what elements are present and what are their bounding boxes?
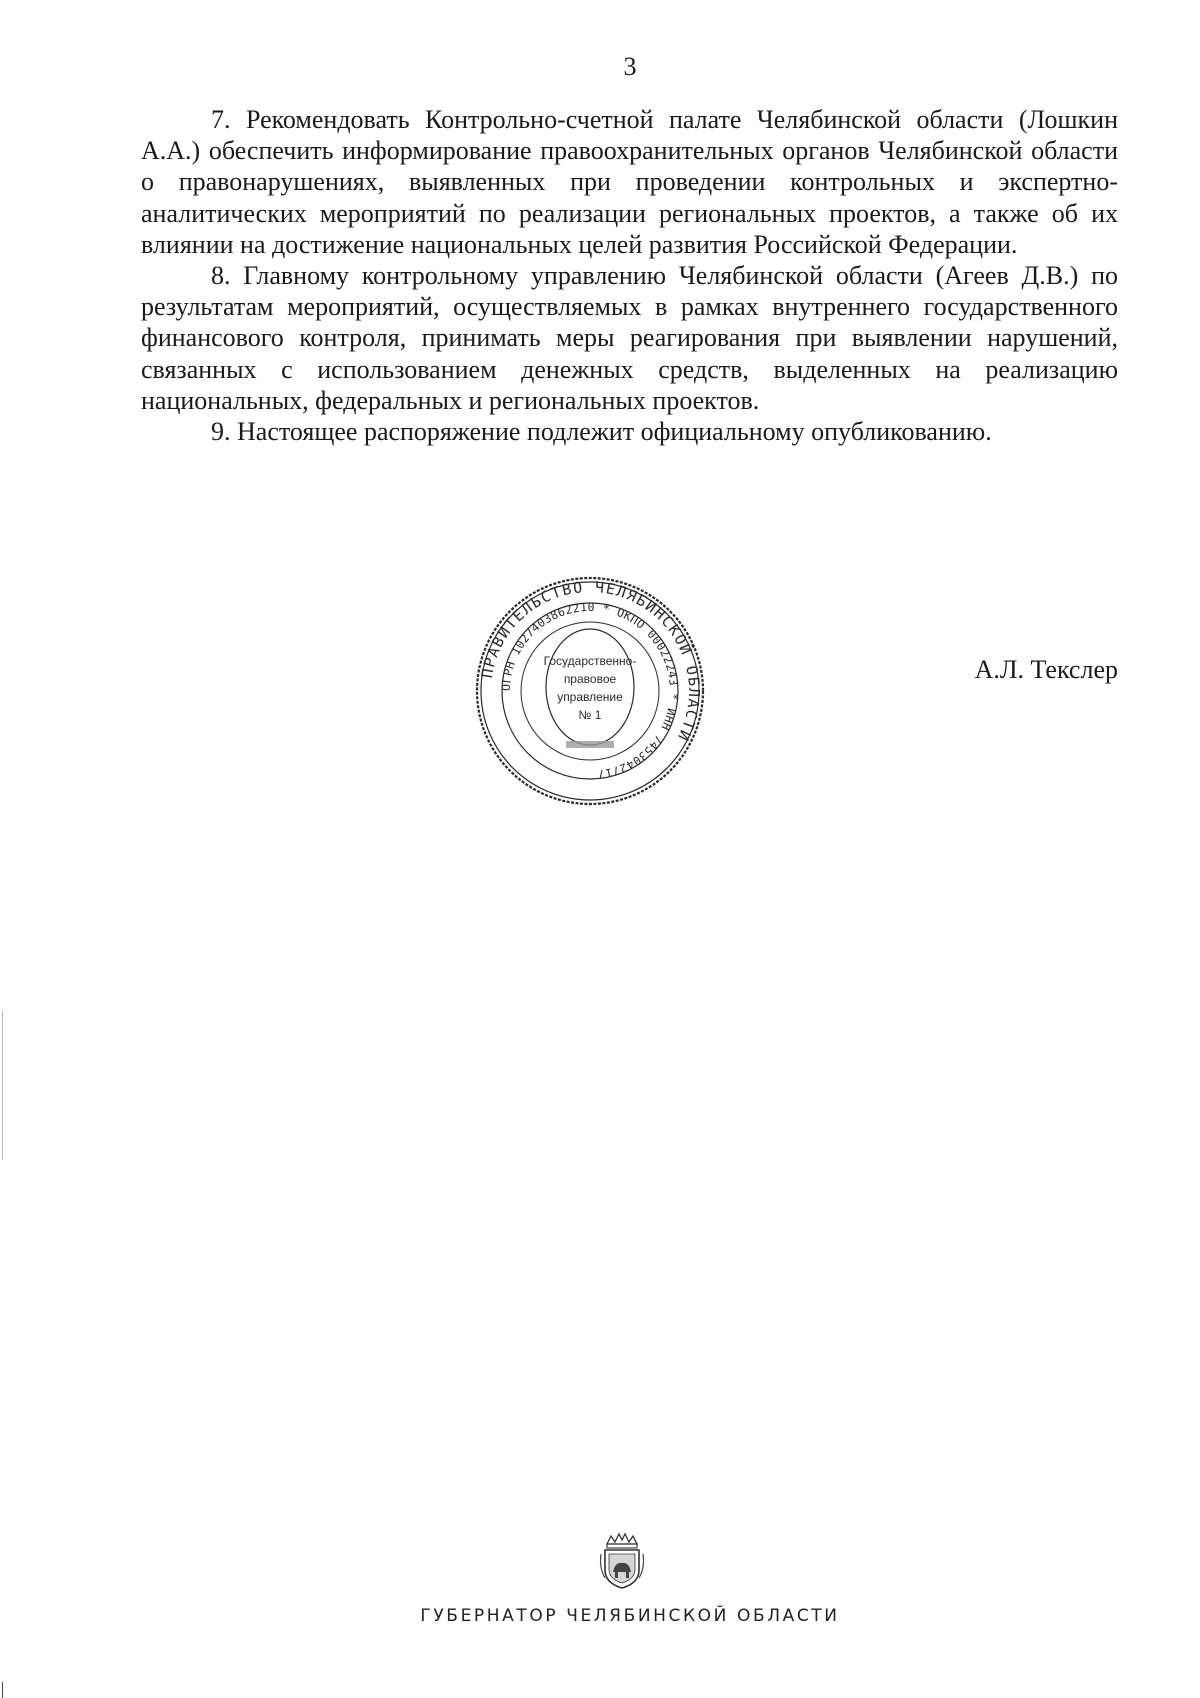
coat-of-arms-icon xyxy=(597,1530,647,1590)
paragraph-7: 7. Рекомендовать Контрольно-счетной палате Челябинской области (Лошкин А.А.) обеспечить информирование правоохранительных органов Челябинской области о правонарушениях, выявленных при проведении контрольных и экспертно-аналитических мероприятий по реализации региональных проектов, а также об их влиянии на достижение национальных целей развития Российской Федерации. xyxy=(141,105,1118,259)
stamp-smudge xyxy=(566,741,614,748)
stamp-center-line-1: Государственно- xyxy=(543,654,637,668)
scan-edge-mark xyxy=(2,1682,3,1698)
scan-edge-mark xyxy=(2,1010,3,1160)
paragraph-9: 9. Настоящее распоряжение подлежит официальному опубликованию. xyxy=(211,417,992,447)
stamp-center-line-3: управление xyxy=(557,690,623,704)
stamp-center-line-2: правовое xyxy=(563,672,617,686)
signatory-name: А.Л. Текслер xyxy=(974,655,1118,684)
stamp-inner-ring-text: ОГРН 1027403862210 * ОКПО 00022243 * ИНН 7453042717 xyxy=(498,599,682,782)
document-body xyxy=(141,104,1118,447)
stamp-outer-ring-text: ПРАВИТЕЛЬСТВО ЧЕЛЯБИНСКОЙ ОБЛАСТИ xyxy=(477,577,704,745)
paragraph-8: 8. Главному контрольному управлению Челябинской области (Агеев Д.В.) по результатам мероприятий, осуществляемых в рамках внутреннего государственного финансового контроля, принимать меры реагирования при выявлении нарушений, связанных с использованием денежных средств, выделенных на реализацию национальных, федеральных и региональных проектов. xyxy=(141,261,1118,415)
stamp-center-line-4: № 1 xyxy=(578,708,602,722)
footer-title: ГУБЕРНАТОР ЧЕЛЯБИНСКОЙ ОБЛАСТИ xyxy=(420,1606,840,1626)
page-number: 3 xyxy=(623,52,637,81)
official-seal-stamp xyxy=(474,575,706,807)
